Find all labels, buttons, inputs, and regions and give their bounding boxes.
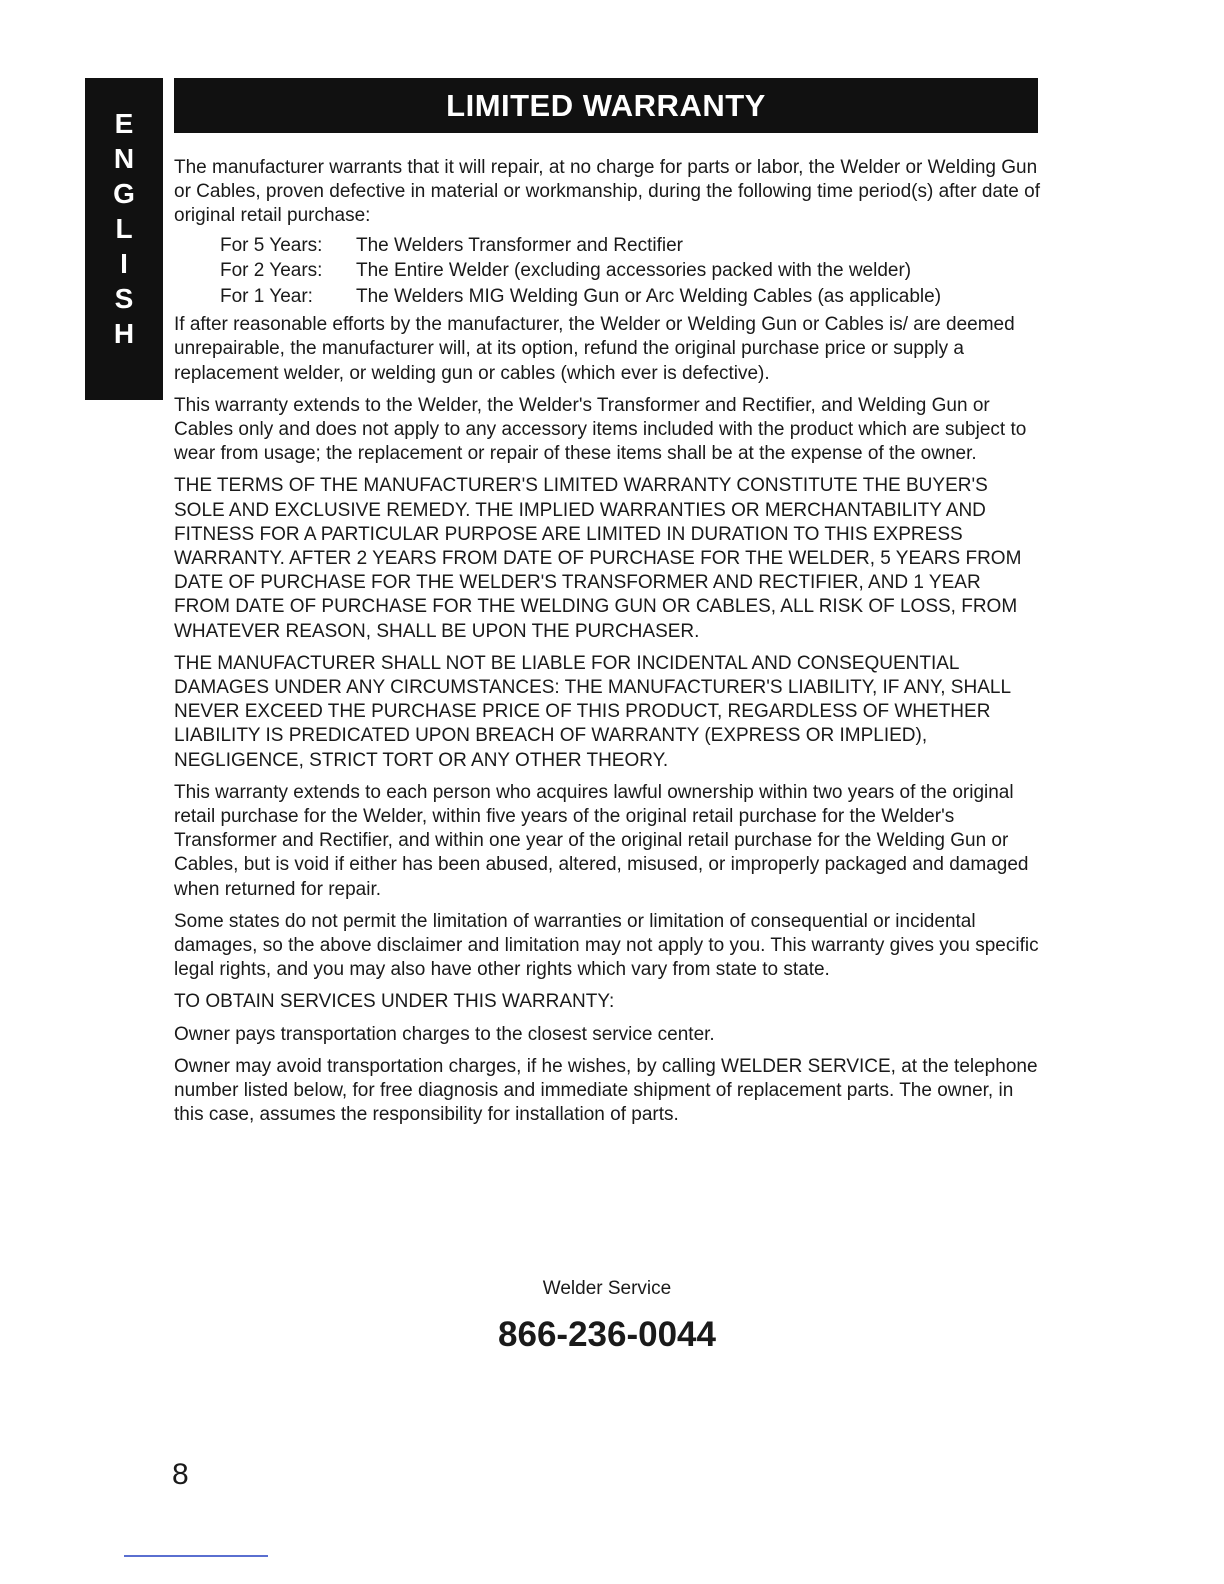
language-letters [85, 106, 163, 351]
coverage-scope-paragraph: This warranty extends to the Welder, the Welder's Transformer and Rectifier, and Welding Gun or Cables only and does not apply to any accessory items included with the product which are subject to wear from usage; the replacement or repair of these items shall be at the expense of the owner. [174, 394, 1027, 465]
intro-paragraph: The manufacturer warrants that it will repair, at no charge for parts or labor, the Welder or Welding Gun or Cables, proven defective in material or workmanship, during the following time period(s) after date of original retail purchase: [174, 157, 1040, 227]
warranty-period-row [220, 258, 1040, 284]
warranty-body [174, 156, 1040, 1135]
liability-paragraph: THE MANUFACTURER SHALL NOT BE LIABLE FOR INCIDENTAL AND CONSEQUENTIAL DAMAGES UNDER ANY CIRCUMSTANCES: THE MANUFACTURER'S LIABILITY, IF ANY, SHALL NEVER EXCEED THE PURCHASE PRICE OF THIS PRODUCT, REGARDLESS OF WHETHER LIABILITY IS PREDICATED UPON BREACH OF WARRANTY (EXPRESS OR IMPLIED), NEGLIGENCE, STRICT TORT OR ANY OTHER THEORY. [174, 652, 1011, 771]
period-coverage: The Welders Transformer and Rectifier [356, 234, 683, 256]
language-tab [85, 78, 163, 400]
obtain-services-heading: TO OBTAIN SERVICES UNDER THIS WARRANTY: [174, 991, 615, 1013]
service-label: Welder Service [542, 1278, 672, 1299]
service-phone-number: 866-236-0044 [498, 1315, 716, 1354]
page-title: LIMITED WARRANTY [174, 78, 1038, 133]
transportation-paragraph: Owner pays transportation charges to the closest service center. [174, 1023, 715, 1045]
period-term: For 1 Year: [220, 285, 313, 307]
ownership-paragraph: This warranty extends to each person who acquires lawful ownership within two years of the original retail purchase for the Welder, within five years of the original retail purchase for the Welder's Transformer and Rectifier, and within one year of the original retail purchase for the Welding Gun or Cables, but is void if either has been abused, altered, misused, or improperly packaged and damaged when returned for repair. [174, 781, 1029, 900]
page-number: 8 [172, 1458, 189, 1491]
warranty-period-row [220, 284, 1040, 310]
period-term: For 5 Years: [220, 234, 323, 256]
service-call-paragraph: Owner may avoid transportation charges, if he wishes, by calling WELDER SERVICE, at the telephone number listed below, for free diagnosis and immediate shipment of replacement parts. The owner, in this case, assumes the responsibility for installation of parts. [174, 1055, 1038, 1126]
language-letter: G [113, 178, 135, 209]
language-letter: H [113, 318, 135, 349]
language-letter: S [114, 283, 134, 314]
unrepairable-paragraph: If after reasonable efforts by the manufacturer, the Welder or Welding Gun or Cables is/ are deemed unrepairable, the manufacturer will, at its option, refund the original purchase price or supply a replacement welder, or welding gun or cables (which ever is defective). [174, 314, 1015, 384]
language-letter: I [120, 248, 128, 279]
period-coverage: The Welders MIG Welding Gun or Arc Welding Cables (as applicable) [356, 285, 942, 307]
warranty-periods [220, 233, 1040, 310]
bottom-rule [124, 1555, 268, 1557]
terms-paragraph: THE TERMS OF THE MANUFACTURER'S LIMITED WARRANTY CONSTITUTE THE BUYER'S SOLE AND EXCLUSIVE REMEDY. THE IMPLIED WARRANTIES OR MERCHANTABILITY AND FITNESS FOR A PARTICULAR PURPOSE ARE LIMITED IN DURATION TO THIS EXPRESS WARRANTY. AFTER 2 YEARS FROM DATE OF PURCHASE FOR THE WELDER, 5 YEARS FROM DATE OF PURCHASE FOR THE WELDER'S TRANSFORMER AND RECTIFIER, AND 1 YEAR FROM DATE OF PURCHASE FOR THE WELDING GUN OR CABLES, ALL RISK OF LOSS, FROM WHATEVER REASON, SHALL BE UPON THE PURCHASER. [174, 475, 1022, 642]
warranty-period-row [220, 233, 1040, 259]
period-coverage: The Entire Welder (excluding accessories packed with the welder) [356, 260, 912, 282]
state-rights-paragraph: Some states do not permit the limitation of warranties or limitation of consequential or incidental damages, so the above disclaimer and limitation may not apply to you. This warranty gives you specific legal rights, and you may also have other rights which vary from state to state. [174, 910, 1039, 981]
period-term: For 2 Years: [220, 260, 323, 282]
language-letter: N [113, 143, 135, 174]
language-letter: L [115, 213, 133, 244]
language-letter: E [114, 108, 134, 139]
